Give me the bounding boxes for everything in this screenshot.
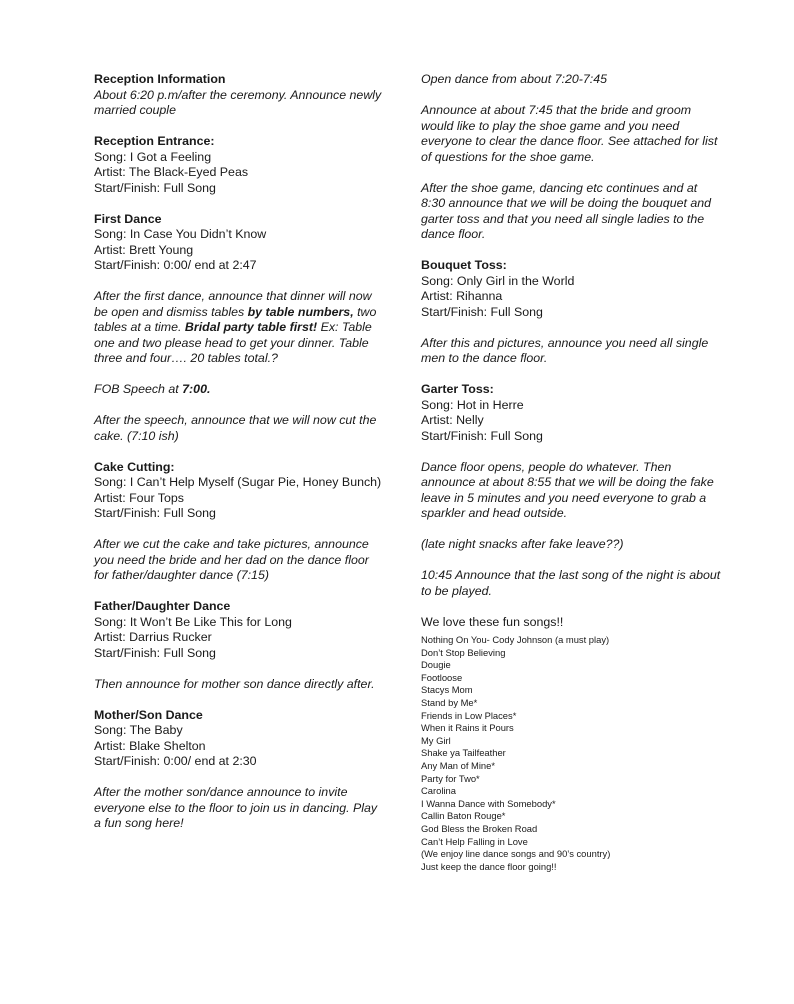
song-list-item: When it Rains it Pours — [421, 722, 514, 734]
song-list-item: God Bless the Broken Road — [421, 822, 538, 834]
artist-line: Artist: Darrius Rucker — [94, 630, 212, 644]
reception-info-section — [94, 72, 384, 119]
song-line: Song: I Got a Feeling — [94, 149, 212, 164]
start-finish-line: Start/Finish: Full Song — [94, 645, 216, 660]
section-heading: First Dance — [94, 211, 162, 226]
song-list-item: My Girl — [421, 734, 451, 746]
late-snacks-note: (late night snacks after fake leave??) — [421, 537, 624, 551]
mother-son-section — [94, 708, 384, 770]
section-heading: Garter Toss: — [421, 382, 494, 396]
start-finish-line: Start/Finish: Full Song — [94, 506, 216, 520]
artist-line: Artist: Rihanna — [421, 289, 503, 303]
artist-line: Artist: Brett Young — [94, 242, 194, 257]
section-heading: Reception Entrance: — [94, 134, 215, 148]
song-list-item: Just keep the dance floor going!! — [421, 860, 557, 872]
bouquet-toss-section — [421, 258, 721, 320]
song-line: Song: Only Girl in the World — [421, 273, 575, 288]
section-heading: Reception Information — [94, 72, 226, 86]
section-note: About 6:20 p.m/after the ceremony. Announce newly married couple — [94, 87, 382, 117]
song-list-item: I Wanna Dance with Somebody* — [421, 797, 556, 809]
section-heading: Father/Daughter Dance — [94, 599, 231, 613]
song-list-item: Dougie — [421, 659, 451, 671]
dinner-note-text: Ex: Table one and two please head to get your dinner. Table three and four…. 20 tables total.? — [94, 320, 372, 365]
open-dance-note: Open dance from about 7:20-7:45 — [421, 72, 607, 86]
song-list-item: Stand by Me* — [421, 696, 478, 708]
garter-toss-section — [421, 382, 721, 444]
start-finish-line: Start/Finish: 0:00/ end at 2:47 — [94, 258, 257, 272]
start-finish-line: Start/Finish: 0:00/ end at 2:30 — [94, 754, 257, 768]
after-speech-note: After the speech, announce that we will now cut the cake. (7:10 ish) — [94, 413, 377, 443]
dinner-note-emphasis: Bridal party table first! — [184, 320, 318, 334]
section-heading: Mother/Son Dance — [94, 707, 203, 722]
song-list-item: (We enjoy line dance songs and 90’s country) — [421, 848, 611, 860]
left-column — [94, 72, 384, 847]
after-shoe-game-note: After the shoe game, dancing etc continues and at 8:30 announce that we will be doing the bouquet and garter toss and that you need all single ladies to the dance floor. — [421, 180, 712, 241]
section-heading: Bouquet Toss: — [421, 258, 507, 272]
fun-songs-section — [421, 615, 721, 874]
artist-line: Artist: Blake Shelton — [94, 738, 206, 753]
last-song-note: 10:45 Announce that the last song of the night is about to be played. — [421, 568, 721, 598]
artist-line: Artist: Four Tops — [94, 490, 184, 505]
start-finish-line: Start/Finish: Full Song — [421, 428, 543, 443]
mother-son-note: Then announce for mother son dance directly after. — [94, 676, 375, 691]
song-list-item: Shake ya Tailfeather — [421, 747, 506, 759]
artist-line: Artist: The Black-Eyed Peas — [94, 165, 249, 179]
start-finish-line: Start/Finish: Full Song — [94, 180, 216, 195]
dinner-note-emphasis: by table numbers, — [247, 304, 354, 319]
first-dance-section — [94, 212, 384, 274]
fob-speech-note — [94, 382, 384, 398]
song-list-item: Nothing On You- Cody Johnson (a must play) — [421, 634, 610, 645]
after-cake-note: After we cut the cake and take pictures, announce you need the bride and her dad on the dance floor for father/daughter dance (7:15) — [94, 537, 369, 582]
cake-cutting-section — [94, 460, 384, 522]
start-finish-line: Start/Finish: Full Song — [421, 304, 543, 319]
dance-floor-opens-note: Dance floor opens, people do whatever. Then announce at about 8:55 that we will be doing the fake leave in 5 minutes and you need everyone to grab a sparkler and head outside. — [421, 459, 714, 520]
dinner-note-text: two tables at a time. — [94, 304, 377, 334]
father-daughter-section — [94, 599, 384, 661]
after-bouquet-note: After this and pictures, announce you need all single men to the dance floor. — [421, 335, 709, 365]
song-list-item: Friends in Low Places* — [421, 709, 517, 721]
song-list-item: Any Man of Mine* — [421, 759, 495, 771]
song-list-item: Footloose — [421, 671, 463, 683]
song-line: Song: The Baby — [94, 723, 183, 737]
fob-speech-text: FOB Speech at — [94, 382, 183, 396]
song-list-item: Stacys Mom — [421, 684, 473, 696]
fun-songs-list — [421, 634, 721, 873]
song-list-item: Carolina — [421, 785, 456, 797]
reception-entrance-section — [94, 134, 384, 196]
song-line: Song: It Won’t Be Like This for Long — [94, 614, 292, 629]
shoe-game-note: Announce at about 7:45 that the bride and groom would like to play the shoe game and you need everyone to clear the dance floor. See attached for list of questions for the shoe game. — [421, 103, 718, 164]
song-line: Song: Hot in Herre — [421, 397, 524, 412]
dinner-note-text: After the first dance, announce that dinner will now be open and dismiss tables — [94, 289, 372, 319]
after-mother-son-note: After the mother son/dance announce to invite everyone else to the floor to join us in dancing. Play a fun song here! — [94, 785, 378, 830]
right-column — [421, 72, 721, 873]
section-heading: Cake Cutting: — [94, 459, 175, 474]
song-list-item: Party for Two* — [421, 772, 480, 784]
fob-speech-time: 7:00. — [182, 382, 211, 396]
song-list-item: Can’t Help Falling in Love — [421, 835, 528, 847]
song-list-item: Don’t Stop Believing — [421, 646, 506, 658]
song-line: Song: In Case You Didn’t Know — [94, 227, 267, 241]
artist-line: Artist: Nelly — [421, 413, 484, 427]
song-line: Song: I Can’t Help Myself (Sugar Pie, Honey Bunch) — [94, 475, 382, 489]
fun-songs-heading: We love these fun songs!! — [421, 614, 564, 629]
dinner-note — [94, 289, 384, 367]
song-list-item: Callin Baton Rouge* — [421, 810, 506, 822]
